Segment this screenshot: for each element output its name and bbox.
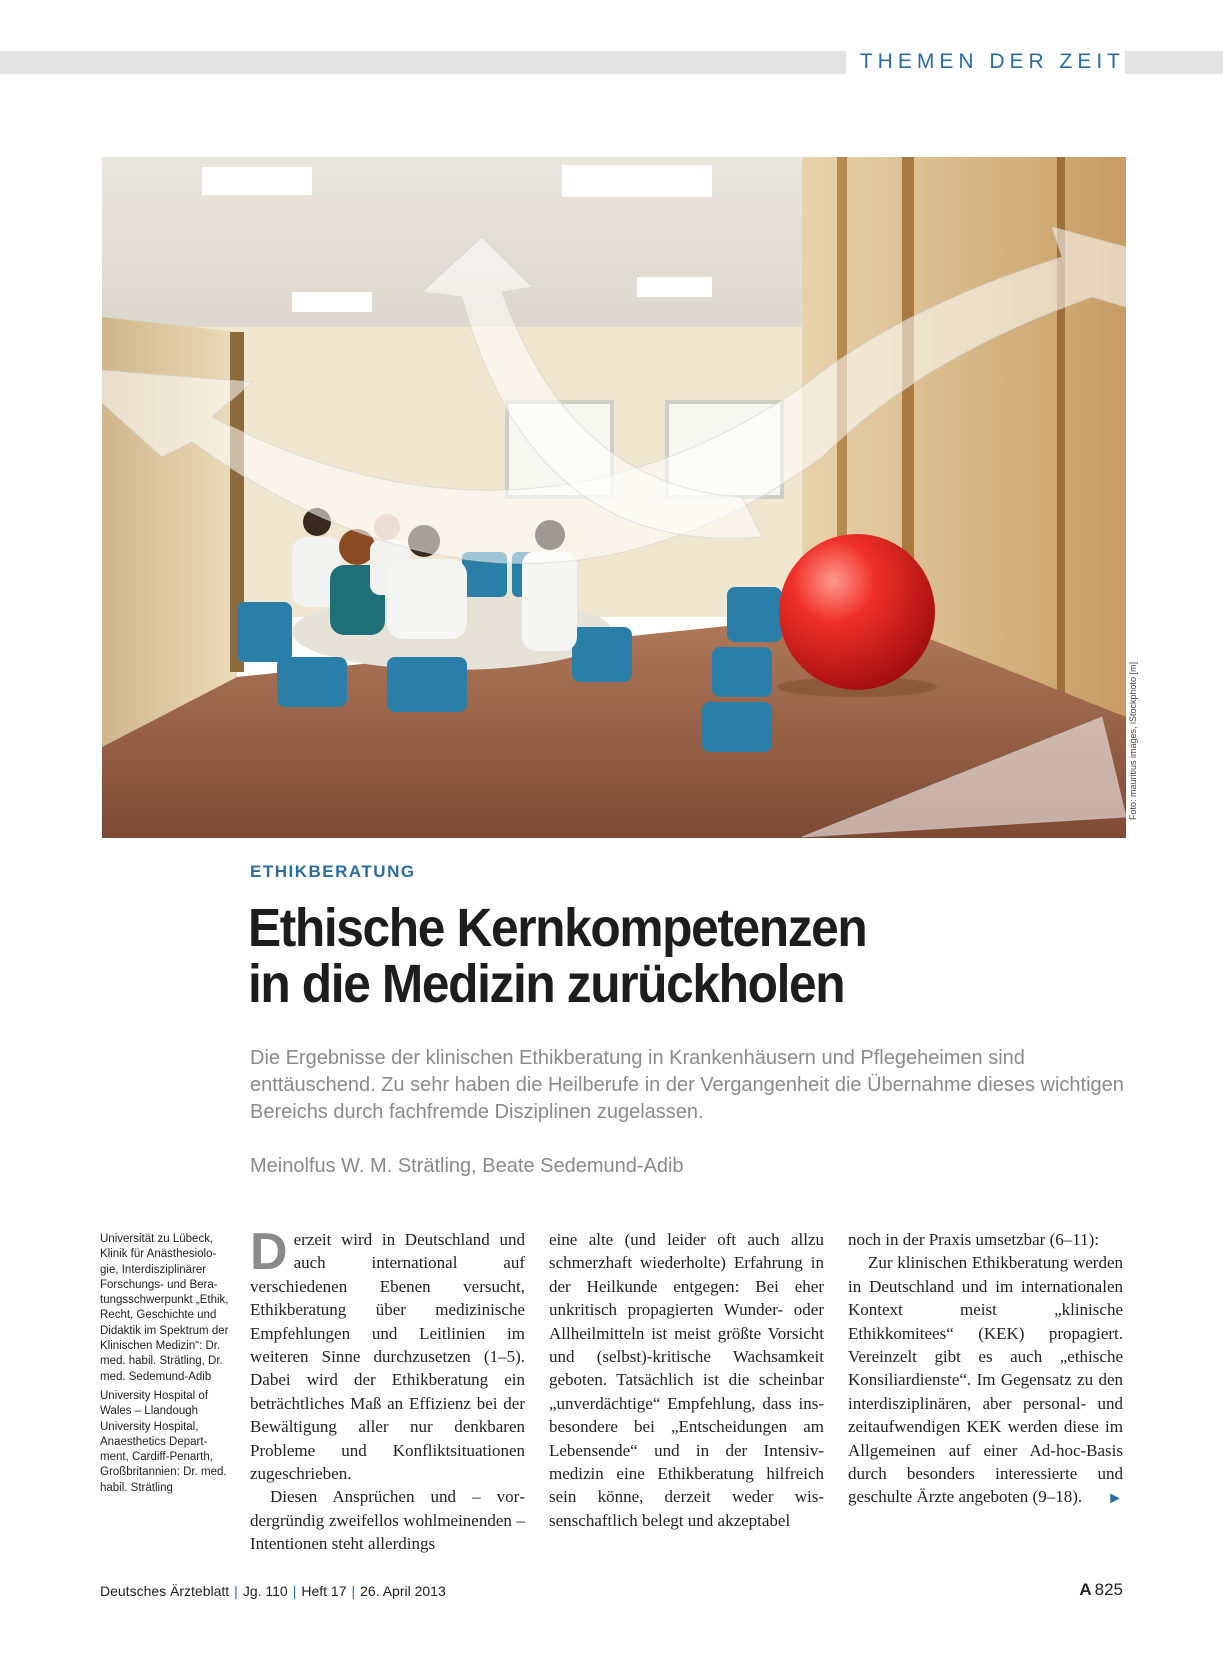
affiliation-2: University Hospital of Wales – Llandough University Hospital, Anaesthetics Department, Cardiff-Penarth, Großbritannien: Dr. med. habil. Strätling	[100, 1389, 227, 1494]
page-number-value: 825	[1094, 1580, 1123, 1599]
body-column-2	[549, 1228, 824, 1532]
article-kicker: ETHIKBERATUNG	[250, 862, 416, 881]
article-title	[248, 900, 1002, 1012]
body-paragraph: erzeit wird in Deutschland und auch international auf verschiedenen Ebenen versucht, Ethikberatung über medizinische Empfehlungen und Leitlinien im weiteren Sinne durchzusetzen (1–5). Dabei wird der Ethikberatung ein beträchtliches Maß an Effizienz bei der Bewältigung aller nur denkbaren Probleme und Konfliktsituationen zugeschrieben.	[250, 1230, 525, 1484]
article-title-line-1: Ethische Kernkompetenzen	[248, 898, 867, 958]
body-column-1	[250, 1223, 525, 1556]
article-photo	[102, 157, 1126, 838]
body-column-3	[848, 1228, 1123, 1510]
photo-credit: Foto: mauritius images, iStockphoto [m]	[1128, 661, 1138, 820]
article-lead: Die Ergebnisse der klinischen Ethikberatung in Krankenhäusern und Pflegeheimen sind enttäuschend. Zu sehr haben die Heilberufe in der Vergangenheit die Übernahme dieses wichtigen Bereichs durch fachfremde Disziplinen zugelassen.	[250, 1047, 1124, 1123]
journal-name: Deutsches Ärzteblatt	[100, 1583, 230, 1599]
article-title-line-2: in die Medizin zurückholen	[248, 954, 845, 1014]
journal-date: 26. April 2013	[360, 1583, 446, 1599]
section-label: THEMEN DER ZEIT	[846, 49, 1125, 75]
footer-divider: |	[351, 1583, 356, 1599]
continue-arrow-icon: ►	[1107, 1489, 1123, 1507]
page-footer	[100, 1580, 1123, 1605]
journal-volume: Jg. 110	[242, 1583, 288, 1599]
author-affiliations	[100, 1232, 230, 1500]
body-paragraph: noch in der Praxis umsetzbar (6–11):	[848, 1230, 1099, 1249]
footer-divider: |	[234, 1583, 238, 1599]
body-paragraph: Diesen Ansprüchen und – vordergründig zweifellos wohlmeinenden – Intentionen steht allerdings	[250, 1487, 525, 1554]
article-authors: Meinolfus W. M. Strätling, Beate Sedemund-Adib	[250, 1155, 684, 1177]
photo-meeting-room-illustration	[102, 157, 1126, 838]
drop-cap: D	[250, 1223, 288, 1281]
page-number	[1079, 1580, 1123, 1600]
affiliation-1: Universität zu Lübeck, Klinik für Anästhesiologie, Interdisziplinärer Forschungs- und Beratungsschwerpunkt „Ethik, Recht, Geschichte und Didaktik im Spektrum der Klinischen Medizin“: Dr. med. habil. Strätling, Dr. med. Sedemund-Adib	[100, 1233, 229, 1383]
body-paragraph: Zur klinischen Ethikberatung werden in Deutschland und im internationalen Kontext meist „klinische Ethikkomitees“ (KEK) propagiert. Vereinzelt gibt es auch „ethische Konsiliardienste“. Im Gegensatz zu den interdisziplinären, aber personal- und zeitaufwendigen KEK werden diese im Allgemeinen auf einer Ad-hoc-Basis durch besonders interessierte und geschulte Ärzte angeboten (9–18).	[848, 1253, 1123, 1507]
journal-issue: Heft 17	[301, 1583, 347, 1599]
body-paragraph: eine alte (und leider oft auch allzu schmerzhaft wiederholte) Erfahrung in der Heilkunde entgegen: Bei eher unkritisch propagierten Wunder- oder Allheilmitteln ist meist größte Vorsicht und (selbst)-kritische Wachsamkeit geboten. Tatsächlich ist die scheinbar „unverdächtige“ Empfehlung, dass insbesondere bei „Entscheidungen am Lebensende“ und in der Intensivmedizin eine Ethikberatung hilfreich sein könne, derzeit weder wissenschaftlich belegt und akzeptabel	[549, 1230, 824, 1530]
page-prefix: A	[1079, 1580, 1092, 1599]
footer-divider: |	[292, 1583, 297, 1599]
